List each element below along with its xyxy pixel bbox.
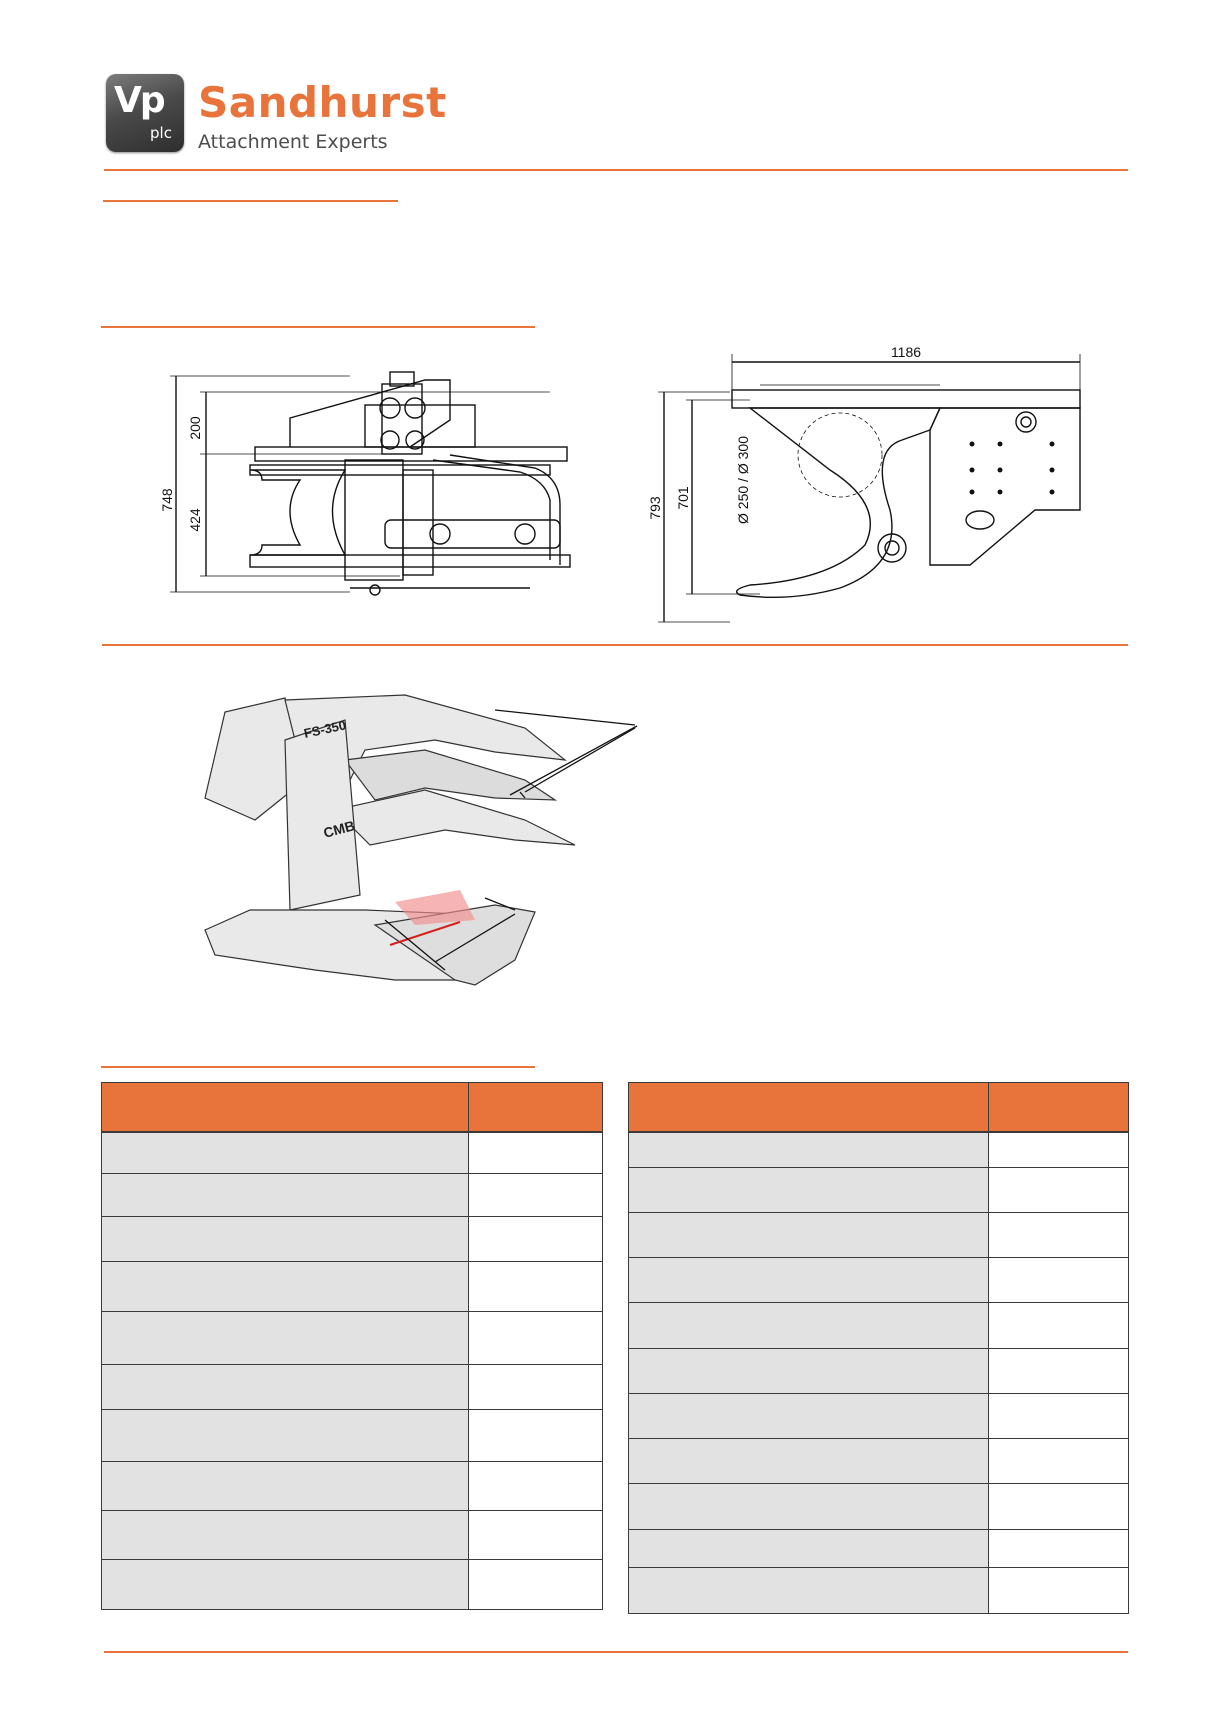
table-row-label	[629, 1168, 989, 1213]
table-row-label	[629, 1349, 989, 1394]
perspective-section-rule	[102, 644, 1128, 646]
table-row-value	[989, 1439, 1129, 1484]
spec-table-right-header-label	[629, 1083, 989, 1132]
vp-plc-logo	[106, 74, 184, 152]
perspective-view-drawing	[195, 680, 715, 1060]
perspective-maker-marking: CMB	[321, 817, 357, 841]
table-row-value	[469, 1365, 603, 1410]
table-row-label	[102, 1365, 469, 1410]
table-row-value	[989, 1213, 1129, 1258]
table-row-value	[989, 1168, 1129, 1213]
table-row-value	[989, 1132, 1129, 1168]
table-row-value	[989, 1530, 1129, 1568]
table-row-value	[469, 1132, 603, 1174]
table-row-value	[989, 1349, 1129, 1394]
brand-name: Sandhurst	[198, 78, 447, 127]
table-row-value	[469, 1262, 603, 1312]
table-row-label	[629, 1303, 989, 1349]
table-row-label	[102, 1462, 469, 1511]
table-row-label	[629, 1439, 989, 1484]
header-divider	[104, 169, 1128, 171]
table-row-label	[629, 1258, 989, 1303]
front-overall-height-label: 748	[159, 488, 175, 512]
spec-table-right	[628, 1082, 1129, 1614]
table-row-value	[989, 1394, 1129, 1439]
spec-table-left-header-value	[469, 1083, 603, 1132]
table-row-value	[989, 1303, 1129, 1349]
logo-vp-text: Vp	[114, 80, 164, 121]
table-row-label	[102, 1560, 469, 1610]
front-lower-height-label: 424	[187, 508, 203, 532]
table-row-value	[469, 1410, 603, 1462]
footer-divider	[104, 1651, 1128, 1653]
table-row-label	[629, 1530, 989, 1568]
table-row-value	[469, 1462, 603, 1511]
table-row-value	[469, 1312, 603, 1365]
front-view-drawing	[150, 360, 600, 610]
side-diameter-label: Ø 250 / Ø 300	[735, 436, 751, 524]
front-upper-height-label: 200	[187, 416, 203, 440]
table-row-value	[469, 1511, 603, 1560]
side-view-drawing	[640, 340, 1100, 640]
drawings-section-rule	[101, 326, 535, 328]
table-row-label	[102, 1132, 469, 1174]
table-row-label	[629, 1484, 989, 1530]
perspective-body-marking: FS-350	[302, 717, 348, 741]
table-row-value	[469, 1560, 603, 1610]
table-row-label	[102, 1511, 469, 1560]
side-overall-height-label: 793	[647, 496, 663, 520]
brand-tagline: Attachment Experts	[198, 131, 388, 153]
table-row-value	[989, 1258, 1129, 1303]
table-row-value	[989, 1568, 1129, 1614]
table-row-label	[102, 1410, 469, 1462]
table-row-label	[102, 1174, 469, 1217]
table-row-label	[629, 1213, 989, 1258]
table-row-label	[102, 1262, 469, 1312]
spec-table-left	[101, 1082, 603, 1610]
specs-section-rule	[101, 1066, 535, 1068]
table-row-label	[629, 1568, 989, 1614]
title-underline	[103, 200, 398, 202]
table-row-value	[469, 1217, 603, 1262]
table-row-label	[629, 1132, 989, 1168]
logo-plc-text: plc	[150, 124, 172, 142]
side-inner-height-label: 701	[675, 486, 691, 510]
table-row-value	[989, 1484, 1129, 1530]
spec-table-left-header-label	[102, 1083, 469, 1132]
table-row-value	[469, 1174, 603, 1217]
table-row-label	[102, 1217, 469, 1262]
table-row-label	[629, 1394, 989, 1439]
spec-table-right-header-value	[989, 1083, 1129, 1132]
table-row-label	[102, 1312, 469, 1365]
side-overall-width-label: 1186	[890, 344, 922, 360]
